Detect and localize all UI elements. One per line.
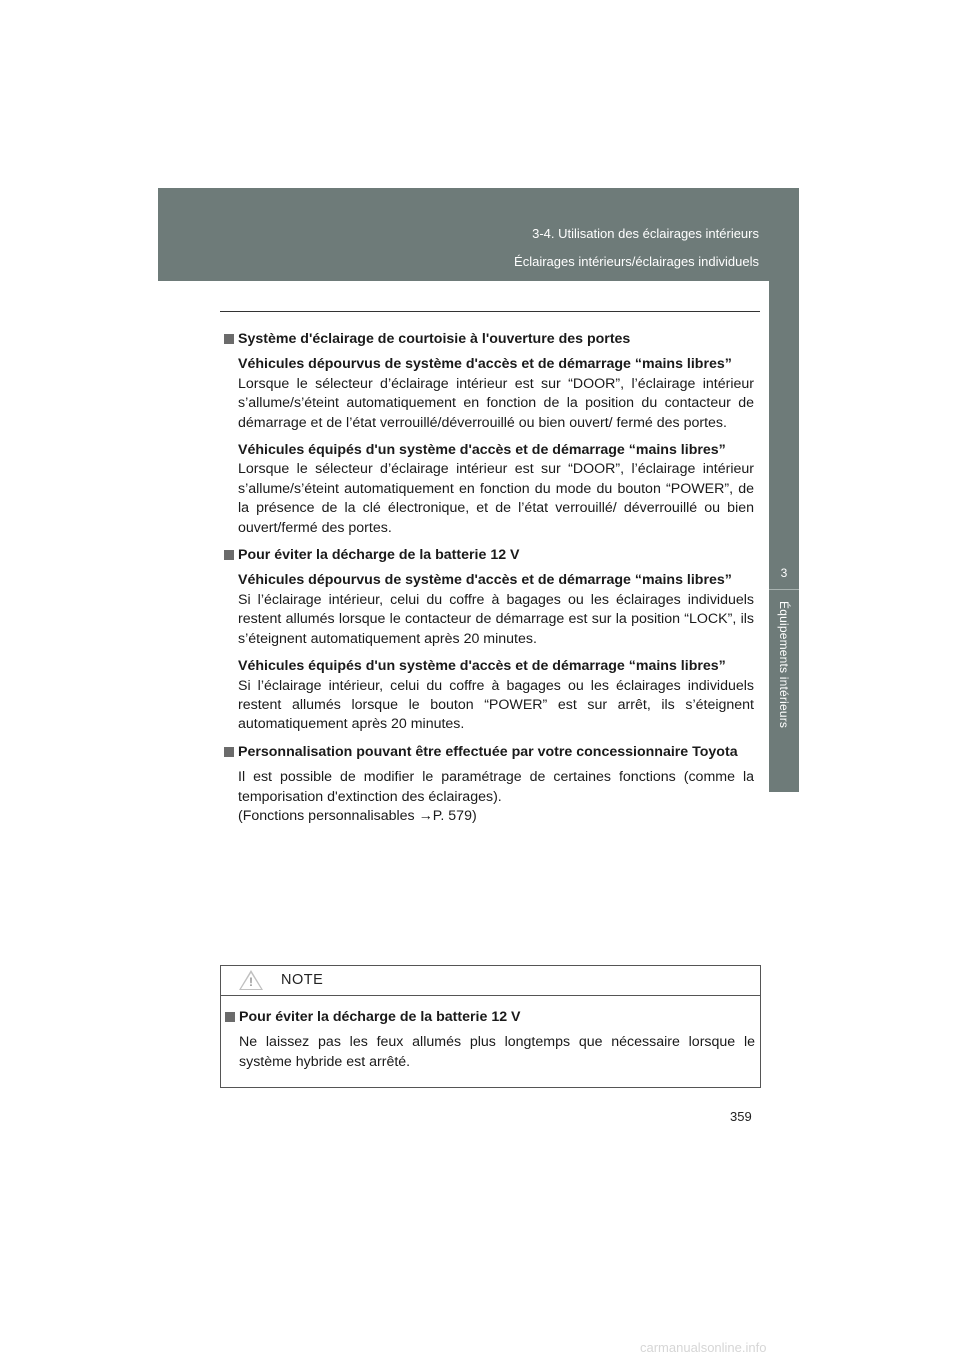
section-heading: Personnalisation pouvant être effectuée par votre concessionnaire Toyota	[222, 743, 754, 762]
chapter-number: 3	[780, 566, 788, 580]
note-label: NOTE	[281, 972, 324, 988]
subheading: Véhicules équipés d'un système d'accès et de démarrage “mains libres”	[238, 442, 726, 459]
subheading: Véhicules équipés d'un système d'accès et de démarrage “mains libres”	[238, 658, 726, 675]
square-bullet-icon	[224, 334, 234, 344]
square-bullet-icon	[224, 550, 234, 560]
note-paragraph: Ne laissez pas les feux allumés plus longtemps que nécessaire lorsque le système hybride est arrêté.	[239, 1034, 755, 1070]
chapter-side-tab	[769, 281, 799, 792]
note-heading: Pour éviter la décharge de la batterie 12 V	[223, 1008, 755, 1027]
square-bullet-icon	[225, 1012, 235, 1022]
paragraph: Il est possible de modifier le paramétrage de certaines fonctions (comme la temporisation d'extinction des éclairages).	[238, 769, 754, 805]
subheading: Véhicules dépourvus de système d'accès et de démarrage “mains libres”	[238, 356, 732, 373]
chapter-header	[158, 188, 799, 281]
section-title: 3-4. Utilisation des éclairages intérieurs	[532, 226, 759, 241]
note-content	[223, 1008, 755, 1072]
paragraph: Si l’éclairage intérieur, celui du coffre à bagages ou les éclairages individuels restent allumés lorsque le contacteur de démarrage est sur la position “LOCK”, ils s’éteignent automatiquement après 20 minutes.	[238, 591, 754, 647]
paragraph: Si l’éclairage intérieur, celui du coffre à bagages ou les éclairages individuels restent allumés lorsque le bouton “POWER” est sur arrêt, ils s’éteignent automatiquement après 20 minutes.	[238, 677, 754, 733]
note-box	[220, 965, 761, 1088]
top-rule	[220, 311, 760, 312]
cross-reference: (Fonctions personnalisables →P. 579)	[238, 807, 477, 824]
watermark: carmanualsonline.info	[640, 1340, 767, 1355]
chapter-title: Équipements intérieurs	[777, 601, 791, 729]
subheading: Véhicules dépourvus de système d'accès et de démarrage “mains libres”	[238, 572, 732, 589]
section-heading: Pour éviter la décharge de la batterie 12 V	[222, 546, 754, 565]
paragraph: Lorsque le sélecteur d’éclairage intérieur est sur “DOOR”, l’éclairage intérieur s’allume/s’éteint automatiquement en fonction de la position du contacteur de démarrage et de l’état verrouillé/déverrouillé ou bien ouvert/ fermé des portes.	[238, 375, 754, 431]
main-content	[222, 330, 754, 826]
chapter-separator	[769, 589, 799, 590]
subsection-title: Éclairages intérieurs/éclairages individuels	[514, 254, 759, 269]
note-title-row: ! NOTE	[221, 966, 760, 996]
paragraph: Lorsque le sélecteur d’éclairage intérieur est sur “DOOR”, l’éclairage intérieur s’allume/s’éteint automatiquement en fonction du mode du bouton “POWER”, de la présence de la clé électronique, et de l’état verrouillé/ déverrouillé ou bien ouvert/fermé des portes.	[238, 461, 754, 536]
square-bullet-icon	[224, 747, 234, 757]
section-heading: Système d'éclairage de courtoisie à l'ouverture des portes	[222, 330, 754, 349]
page-number: 359	[730, 1109, 752, 1124]
